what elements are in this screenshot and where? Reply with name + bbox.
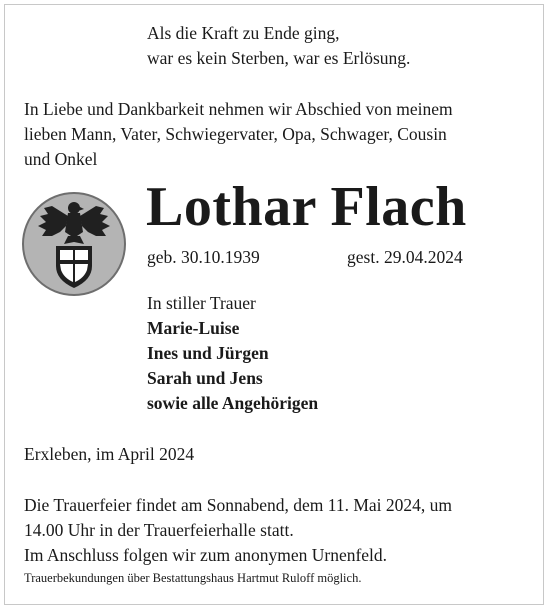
birth-date: geb. 30.10.1939 [147, 247, 260, 267]
shield-field-top-right [75, 250, 88, 260]
death-date: gest. 29.04.2024 [347, 247, 463, 267]
quote-line-2: war es kein Sterben, war es Erlösung. [147, 48, 411, 68]
quote-line-1: Als die Kraft zu Ende ging, [147, 23, 340, 43]
mourners-heading: In stiller Trauer [147, 293, 256, 313]
mourner-name: Sarah und Jens [147, 368, 263, 388]
service-line-1: Die Trauerfeier findet am Sonnabend, dem 11. Mai 2024, um [24, 495, 453, 515]
intro-line-2: lieben Mann, Vater, Schwiegervater, Opa, Schwager, Cousin [24, 124, 447, 144]
service-line-3: Im Anschluss folgen wir zum anonymen Urnenfeld. [24, 545, 388, 565]
intro-line-3: und Onkel [24, 149, 98, 169]
condolence-footnote: Trauerbekundungen über Bestattungshaus Hartmut Ruloff möglich. [24, 571, 362, 585]
mourner-name: sowie alle Angehörigen [147, 393, 319, 413]
mourner-name: Ines und Jürgen [147, 343, 269, 363]
shield-field-top-left [60, 250, 73, 260]
eagle-coat-of-arms-icon [22, 192, 126, 296]
service-line-2: 14.00 Uhr in der Trauerfeierhalle statt. [24, 520, 294, 540]
mourner-name: Marie-Luise [147, 318, 240, 338]
deceased-name: Lothar Flach [146, 176, 467, 238]
place-and-date: Erxleben, im April 2024 [24, 444, 195, 464]
intro-line-1: In Liebe und Dankbarkeit nehmen wir Abschied von meinem [24, 99, 453, 119]
